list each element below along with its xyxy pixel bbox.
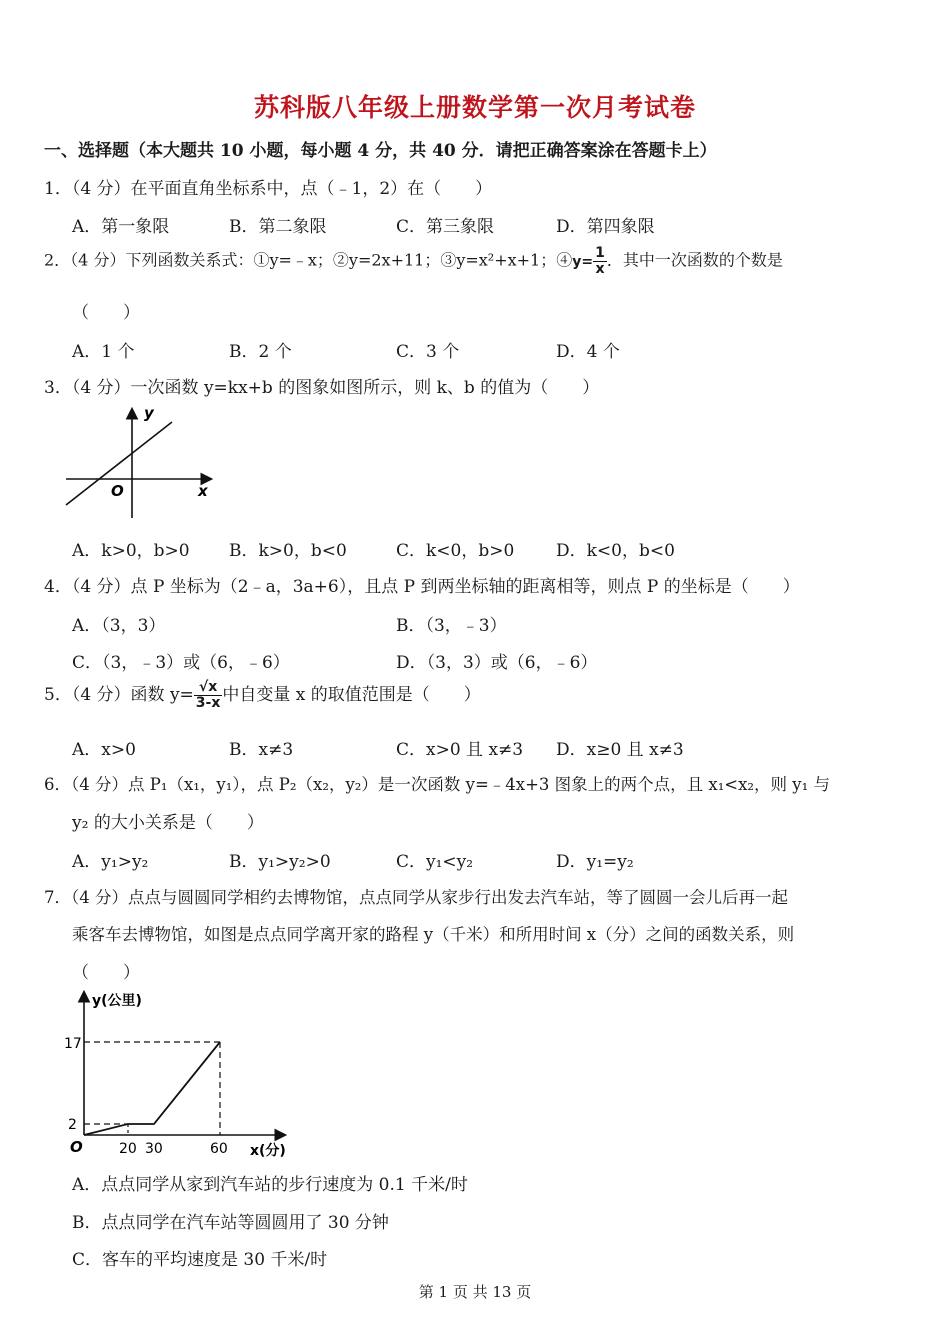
question-1-option-b: B．第二象限 (229, 217, 327, 237)
x-tick-20: 20 (119, 1141, 137, 1157)
y-tick-17: 17 (64, 1036, 82, 1052)
question-4-option-a: A．（3，3） (72, 616, 166, 636)
question-5-option-c: C．x>0 且 x≠3 (396, 740, 524, 760)
question-4-option-c: C．（3，﹣3）或（6，﹣6） (72, 653, 290, 673)
question-7-line-1: 7．（4 分）点点与圆圆同学相约去博物馆，点点同学从家步行出发去汽车站，等了圆圆一会儿后再一起 (44, 888, 788, 907)
question-2-paren: （ ） (72, 303, 140, 323)
question-7-option-a: A．点点同学从家到汽车站的步行速度为 0.1 千米/时 (72, 1175, 468, 1195)
page-title: 苏科版八年级上册数学第一次月考试卷 (253, 93, 696, 122)
question-3-option-b: B．k>0，b<0 (229, 541, 347, 561)
question-4-option-b: B．（3，﹣3） (396, 616, 507, 636)
question-2-option-d: D．4 个 (556, 342, 620, 362)
question-2-option-c: C．3 个 (396, 342, 460, 362)
question-6-option-a: A．y₁>y₂ (72, 852, 149, 872)
question-6-option-c: C．y₁<y₂ (396, 852, 474, 872)
question-5-stem (44, 680, 481, 711)
y-axis-label: y(公里) (92, 993, 142, 1009)
question-1-option-d: D．第四象限 (556, 217, 655, 237)
question-1-stem: 1．（4 分）在平面直角坐标系中，点（﹣1，2）在（ ） (44, 179, 493, 199)
question-5-stem-a: 5．（4 分）函数 y= (44, 685, 194, 705)
question-5-frac-num: √x (194, 680, 223, 696)
question-5-stem-b: 中自变量 x 的取值范围是（ ） (222, 685, 481, 705)
question-6-line-2: y₂ 的大小关系是（ ） (72, 813, 264, 833)
question-7-line-2: 乘客车去博物馆，如图是点点同学离开家的路程 y（千米）和所用时间 x（分）之间的函数关系，则 (72, 925, 795, 944)
x-axis-label: x(分) (250, 1143, 286, 1157)
page-footer: 第 1 页 共 13 页 (418, 1283, 532, 1301)
question-7-option-b: B．点点同学在汽车站等圆圆用了 30 分钟 (72, 1213, 389, 1233)
question-3-option-a: A．k>0，b>0 (72, 541, 190, 561)
x-axis-label: x (198, 482, 208, 500)
x-tick-60: 60 (210, 1141, 228, 1157)
question-5-frac-den: 3-x (195, 695, 221, 711)
question-7-option-c: C．客车的平均速度是 30 千米/时 (72, 1250, 328, 1270)
distance-time-line (84, 1042, 220, 1135)
question-5-option-a: A．x>0 (72, 740, 136, 760)
origin-label: O (70, 1138, 83, 1156)
question-3-option-c: C．k<0，b>0 (396, 541, 515, 561)
question-2-stem-a: 2．（4 分）下列函数关系式：①y=﹣x；②y=2x+11；③y=x²+x+1；④ (44, 250, 573, 270)
question-3-option-d: D．k<0，b<0 (556, 541, 675, 561)
question-6-line-1: 6．（4 分）点 P₁（x₁，y₁），点 P₂（x₂，y₂）是一次函数 y=﹣4x+3 图象上的两个点，且 x₁<x₂，则 y₁ 与 (44, 775, 830, 794)
question-2-stem-b: ．其中一次函数的个数是 (606, 250, 783, 270)
question-2-frac-num: 1 (595, 245, 605, 261)
question-2-y-prefix: y= (572, 253, 594, 270)
question-2-frac-den: x (595, 261, 605, 277)
x-tick-30: 30 (145, 1141, 163, 1157)
section-heading: 一、选择题（本大题共 10 小题，每小题 4 分，共 40 分．请把正确答案涂在答题卡上） (44, 141, 717, 161)
question-5-fraction (194, 680, 223, 711)
y-axis-label: y (144, 404, 154, 422)
question-6-option-d: D．y₁=y₂ (556, 852, 634, 872)
question-1-option-c: C．第三象限 (396, 217, 495, 237)
question-7-graph (56, 985, 296, 1157)
y-tick-2: 2 (68, 1117, 77, 1133)
question-2-fraction (572, 245, 607, 277)
question-3-stem: 3．（4 分）一次函数 y=kx+b 的图象如图所示，则 k、b 的值为（ ） (44, 378, 600, 398)
question-2-option-a: A．1 个 (72, 342, 135, 362)
question-6-option-b: B．y₁>y₂>0 (229, 852, 331, 872)
question-2-stem (44, 246, 783, 277)
question-4-option-d: D．（3，3）或（6，﹣6） (396, 653, 598, 673)
question-1-option-a: A．第一象限 (72, 217, 170, 237)
question-5-option-d: D．x≥0 且 x≠3 (556, 740, 684, 760)
origin-label: O (111, 482, 124, 500)
question-4-stem: 4．（4 分）点 P 坐标为（2﹣a，3a+6），且点 P 到两坐标轴的距离相等，则点 P 的坐标是（ ） (44, 577, 800, 597)
question-5-option-b: B．x≠3 (229, 740, 294, 760)
question-2-option-b: B．2 个 (229, 342, 292, 362)
question-7-line-3: （ ） (72, 963, 140, 983)
question-3-graph (60, 400, 220, 520)
